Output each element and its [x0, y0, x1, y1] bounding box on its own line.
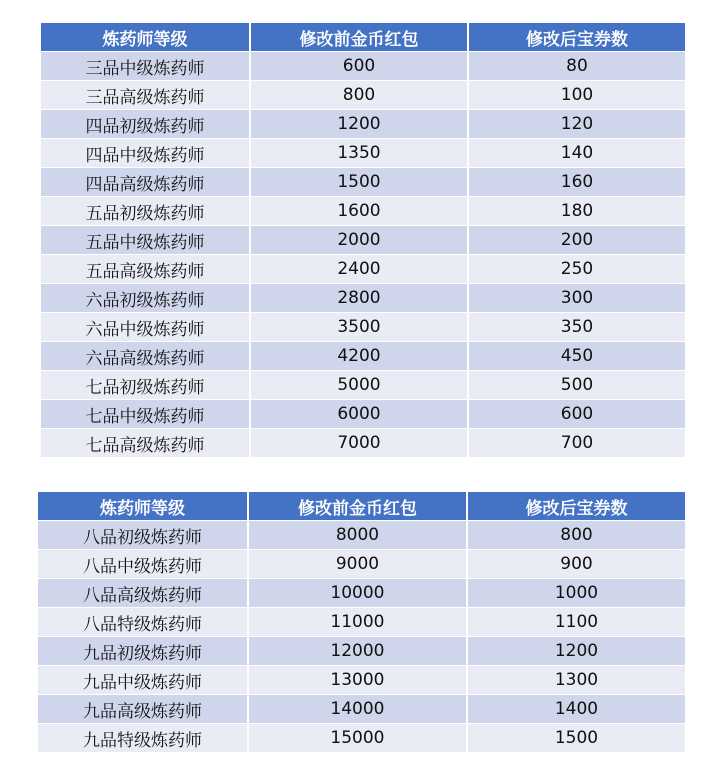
- cell-coins-before: 600: [251, 52, 467, 80]
- cell-coins-before: 5000: [251, 371, 467, 399]
- cell-vouchers-after: 80: [469, 52, 685, 80]
- cell-vouchers-after: 350: [469, 313, 685, 341]
- header-coins-before: 修改前金币红包: [249, 492, 466, 520]
- table-header-row: [41, 23, 685, 51]
- cell-vouchers-after: 250: [469, 255, 685, 283]
- cell-vouchers-after: 200: [469, 226, 685, 254]
- cell-vouchers-after: 1500: [468, 724, 685, 752]
- table-row: [41, 226, 685, 254]
- cell-coins-before: 11000: [249, 608, 466, 636]
- cell-coins-before: 10000: [249, 579, 466, 607]
- cell-vouchers-after: 1300: [468, 666, 685, 694]
- header-coins-before: 修改前金币红包: [251, 23, 467, 51]
- cell-vouchers-after: 700: [469, 429, 685, 457]
- cell-vouchers-after: 1000: [468, 579, 685, 607]
- cell-vouchers-after: 600: [469, 400, 685, 428]
- cell-level: 八品中级炼药师: [38, 550, 247, 578]
- cell-level: 五品初级炼药师: [41, 197, 249, 225]
- cell-coins-before: 2000: [251, 226, 467, 254]
- header-vouchers-after: 修改后宝券数: [468, 492, 685, 520]
- cell-coins-before: 15000: [249, 724, 466, 752]
- level-table-2: [36, 491, 687, 753]
- cell-vouchers-after: 180: [469, 197, 685, 225]
- cell-vouchers-after: 800: [468, 521, 685, 549]
- cell-vouchers-after: 160: [469, 168, 685, 196]
- cell-coins-before: 1350: [251, 139, 467, 167]
- header-vouchers-after: 修改后宝券数: [469, 23, 685, 51]
- table-row: [41, 313, 685, 341]
- cell-vouchers-after: 1400: [468, 695, 685, 723]
- table-row: [41, 81, 685, 109]
- cell-level: 八品特级炼药师: [38, 608, 247, 636]
- table-row: [41, 110, 685, 138]
- table-row: [41, 197, 685, 225]
- cell-vouchers-after: 900: [468, 550, 685, 578]
- cell-level: 九品中级炼药师: [38, 666, 247, 694]
- cell-level: 九品初级炼药师: [38, 637, 247, 665]
- cell-vouchers-after: 120: [469, 110, 685, 138]
- cell-coins-before: 12000: [249, 637, 466, 665]
- cell-level: 六品初级炼药师: [41, 284, 249, 312]
- cell-coins-before: 9000: [249, 550, 466, 578]
- table-row: [38, 724, 685, 752]
- cell-level: 九品特级炼药师: [38, 724, 247, 752]
- cell-coins-before: 3500: [251, 313, 467, 341]
- table-row: [38, 608, 685, 636]
- cell-level: 四品高级炼药师: [41, 168, 249, 196]
- cell-level: 七品高级炼药师: [41, 429, 249, 457]
- cell-vouchers-after: 450: [469, 342, 685, 370]
- table-row: [38, 666, 685, 694]
- cell-level: 七品初级炼药师: [41, 371, 249, 399]
- cell-vouchers-after: 1100: [468, 608, 685, 636]
- table-row: [41, 284, 685, 312]
- cell-coins-before: 8000: [249, 521, 466, 549]
- table-row: [41, 139, 685, 167]
- cell-level: 五品高级炼药师: [41, 255, 249, 283]
- table-row: [41, 400, 685, 428]
- cell-coins-before: 13000: [249, 666, 466, 694]
- cell-coins-before: 6000: [251, 400, 467, 428]
- header-level: 炼药师等级: [38, 492, 247, 520]
- cell-level: 七品中级炼药师: [41, 400, 249, 428]
- cell-level: 六品高级炼药师: [41, 342, 249, 370]
- cell-vouchers-after: 500: [469, 371, 685, 399]
- cell-coins-before: 4200: [251, 342, 467, 370]
- cell-coins-before: 800: [251, 81, 467, 109]
- cell-vouchers-after: 1200: [468, 637, 685, 665]
- cell-level: 四品初级炼药师: [41, 110, 249, 138]
- header-level: 炼药师等级: [41, 23, 249, 51]
- cell-level: 三品高级炼药师: [41, 81, 249, 109]
- cell-coins-before: 7000: [251, 429, 467, 457]
- cell-vouchers-after: 300: [469, 284, 685, 312]
- cell-coins-before: 2400: [251, 255, 467, 283]
- cell-coins-before: 2800: [251, 284, 467, 312]
- table-header-row: [38, 492, 685, 520]
- table-row: [41, 429, 685, 457]
- cell-coins-before: 1600: [251, 197, 467, 225]
- cell-coins-before: 1200: [251, 110, 467, 138]
- cell-coins-before: 1500: [251, 168, 467, 196]
- cell-level: 八品初级炼药师: [38, 521, 247, 549]
- table-row: [38, 521, 685, 549]
- table-row: [38, 637, 685, 665]
- table-row: [41, 168, 685, 196]
- cell-level: 五品中级炼药师: [41, 226, 249, 254]
- cell-level: 八品高级炼药师: [38, 579, 247, 607]
- table-row: [38, 550, 685, 578]
- cell-level: 九品高级炼药师: [38, 695, 247, 723]
- cell-vouchers-after: 100: [469, 81, 685, 109]
- cell-level: 四品中级炼药师: [41, 139, 249, 167]
- cell-coins-before: 14000: [249, 695, 466, 723]
- table-row: [41, 255, 685, 283]
- table-row: [41, 342, 685, 370]
- table-row: [41, 371, 685, 399]
- table-row: [41, 52, 685, 80]
- table-row: [38, 579, 685, 607]
- table-row: [38, 695, 685, 723]
- cell-vouchers-after: 140: [469, 139, 685, 167]
- level-table-1: [39, 22, 687, 458]
- cell-level: 三品中级炼药师: [41, 52, 249, 80]
- cell-level: 六品中级炼药师: [41, 313, 249, 341]
